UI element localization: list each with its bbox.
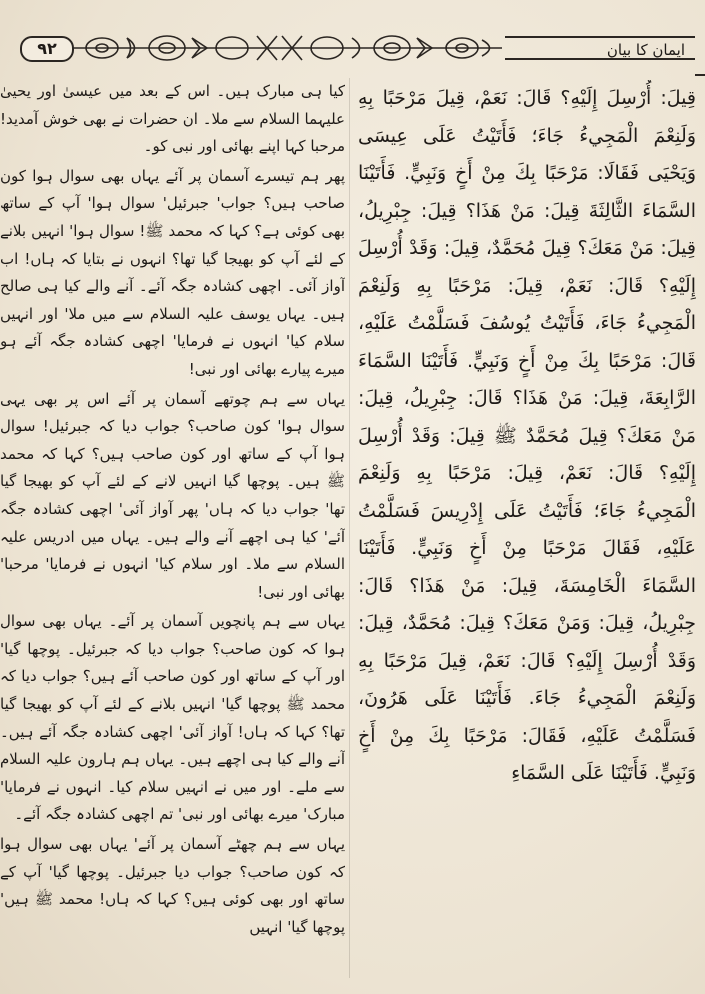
page-header [0, 30, 705, 70]
page-number: ۹۲ [20, 36, 74, 62]
column-divider [349, 78, 350, 978]
urdu-paragraph: پھر ہم تیسرے آسمان پر آئے یہاں بھی سوال ہوا کون صاحب ہیں؟ جواب' جبرئیل' سوال ہوا' آپ کے ساتھ بھی کوئی ہے؟ کہا کہ محمد ﷺ! سوال ہوا' انہیں بلانے کے لئے آپ کو بھیجا گیا تھا؟ انہوں نے بتایا کہ ہاں! اب آواز آئی۔ اچھی کشادہ جگہ آئے۔ آنے والے کیا ہی صالح ہیں۔ یہاں یوسف علیہ السلام سے میں ملا' اور انہیں سلام کیا' انہوں نے فرمایا' اچھی کشادہ جگہ آئے ہو میرے پیارے بھائی اور نبی! [0, 166, 345, 378]
urdu-paragraph: یہاں سے ہم چوتھے آسمان پر آئے اس پر بھی یہی سوال ہوا' کون صاحب؟ جواب دیا کہ جبرئیل! سوال ہوا آپ کے ساتھ اور کون صاحب ہیں؟ کہا کہ محمد ﷺ ہیں۔ پوچھا گیا انہیں لانے کے لئے آپ کو بھیجا گیا تھا' جواب دیا کہ ہاں' پھر آواز آئی' اچھی کشادہ جگہ آئے' کیا ہی اچھے آنے والے ہیں۔ یہاں میں ادریس علیہ السلام سے ملا۔ اور سلام کیا' انہوں نے فرمایا' مرحبا' بھائی اور نبی! [0, 389, 345, 601]
urdu-paragraph: یہاں سے ہم پانچویں آسمان پر آئے۔ یہاں بھی سوال ہوا کہ کون صاحب؟ جواب دیا کہ جبرئیل۔ پوچھا گیا' اور آپ کے ساتھ اور کون صاحب آئے ہیں؟ جواب دیا کہ محمد ﷺ پوچھا گیا' انہیں بلانے کے لئے آپ کو بھیجا گیا تھا؟ کہا کہ ہاں! آواز آئی' اچھی کشادہ جگہ آئے ہیں۔ آنے والے کیا ہی اچھے ہیں۔ یہاں ہم ہارون علیہ السلام سے ملے۔ اور میں نے انہیں سلام کیا۔ انہوں نے فرمایا' مبارک' میرے بھائی اور نبی' تم اچھی کشادہ جگہ آئے۔ [0, 612, 345, 824]
chapter-title: ایمان کا بیان [505, 36, 695, 60]
urdu-paragraph: یہاں سے ہم چھٹے آسمان پر آئے' یہاں بھی سوال ہوا کہ کون صاحب؟ جواب دیا جبرئیل۔ پوچھا گیا' آپ کے ساتھ اور بھی کوئی ہیں؟ کہا کہ ہاں! محمد ﷺ ہیں' پوچھا گیا' انہیں [0, 835, 345, 936]
edge-mark [695, 74, 705, 76]
urdu-translation-column [0, 78, 345, 978]
decorative-border-ornament [72, 30, 502, 66]
urdu-paragraph: کیا ہی مبارک ہیں۔ اس کے بعد میں عیسیٰ اور یحییٰ علیہما السلام سے ملا۔ ان حضرات نے بھی خوش آمدید! مرحبا کہا اپنے بھائی اور نبی کو۔ [0, 82, 345, 156]
arabic-hadith-column [358, 80, 696, 970]
arabic-text: قِيلَ: أُرْسِلَ إِلَيْهِ؟ قَالَ: نَعَمْ، قِيلَ مَرْحَبًا بِهِ وَلَنِعْمَ الْمَجِيءُ جَاءَ؛ فَأَتَيْتُ عَلَى عِيسَى وَيَحْيَى فَقَالَا: مَرْحَبًا بِكَ مِنْ أَخٍ وَنَبِيٍّ. فَأَتَيْنَا السَّمَاءَ الثَّالِثَةَ قِيلَ: مَنْ هَذَا؟ قِيلَ: جِبْرِيلُ، قِيلَ: مَنْ مَعَكَ؟ قِيلَ مُحَمَّدٌ، قِيلَ: وَقَدْ أُرْسِلَ إِلَيْهِ؟ قَالَ: نَعَمْ، قِيلَ: مَرْحَبًا بِهِ وَلَنِعْمَ الْمَجِيءُ جَاءَ، فَأَتَيْتُ يُوسُفَ فَسَلَّمْتُ عَلَيْهِ، قَالَ: مَرْحَبًا بِكَ مِنْ أَخٍ وَنَبِيٍّ. فَأَتَيْنَا السَّمَاءَ الرَّابِعَةَ، قِيلَ: مَنْ هَذَا؟ قَالَ: جِبْرِيلُ، قِيلَ: مَنْ مَعَكَ؟ قِيلَ مُحَمَّدٌ ﷺ قِيلَ: وَقَدْ أُرْسِلَ إِلَيْهِ؟ قَالَ: نَعَمْ، قِيلَ: مَرْحَبًا بِهِ وَلَنِعْمَ الْمَجِيءُ جَاءَ؛ فَأَتَيْتُ عَلَى إِدْرِيسَ فَسَلَّمْتُ عَلَيْهِ، فَقَالَ مَرْحَبًا مِنْ أَخٍ وَنَبِيٍّ. فَأَتَيْنَا السَّمَاءَ الْخَامِسَةَ، قِيلَ: مَنْ هَذَا؟ قَالَ: جِبْرِيلُ، قِيلَ: وَمَنْ مَعَكَ؟ قِيلَ: مُحَمَّدٌ، قِيلَ: وَقَدْ أُرْسِلَ إِلَيْهِ؟ قَالَ: نَعَمْ، قِيلَ مَرْحَبًا بِهِ وَلَنِعْمَ الْمَجِيءُ جَاءَ. فَأَتَيْنَا عَلَى هَرُونَ، فَسَلَّمْتُ عَلَيْهِ، فَقَالَ: مَرْحَبًا بِكَ مِنْ أَخٍ وَنَبِيٍّ. فَأَتَيْنَا عَلَى السَّمَاءِ [358, 87, 696, 784]
